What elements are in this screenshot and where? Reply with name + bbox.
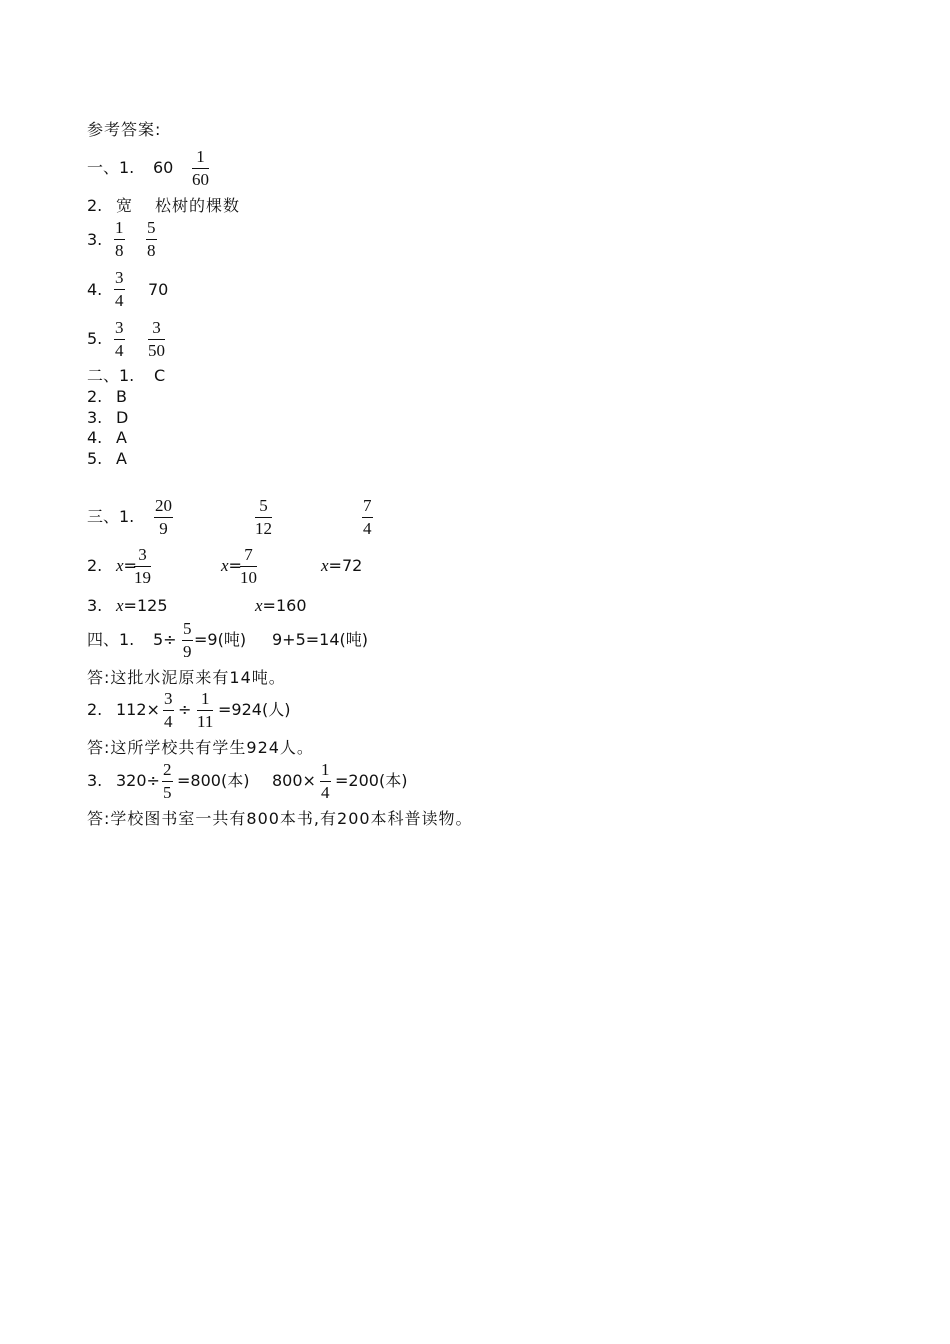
p4-q3-fraction-1: $\frac{2}{5}$ (163, 760, 172, 802)
p1-q1-value: 60 (153, 158, 174, 177)
p1-q3-fraction-1: $\frac{1}{8}$ (115, 218, 124, 260)
p3-q2-eq-3: x=72 (321, 556, 363, 575)
p4-q2-operator: ÷ (178, 700, 192, 719)
p1-q1-label: 一、1. (87, 158, 135, 177)
p2-q4-answer: A (116, 428, 127, 447)
p1-q3-fraction-2: $\frac{5}{8}$ (147, 218, 156, 260)
p4-q1-expr-b: =9(吨) (194, 630, 247, 649)
p4-q2-fraction-1: $\frac{3}{4}$ (164, 689, 173, 731)
p3-q2-fraction-1: $\frac{3}{19}$ (134, 545, 151, 587)
p1-q5-fraction-1: $\frac{3}{4}$ (115, 318, 124, 360)
p3-q2-eq-1: x= (116, 556, 137, 575)
p4-q2-expr-b: =924(人) (218, 700, 291, 719)
p4-q2-expr-a: 112× (116, 700, 160, 719)
p3-q2-fraction-2: $\frac{7}{10}$ (240, 545, 257, 587)
p4-q3-answer: 答:学校图书室一共有800本书,有200本科普读物。 (87, 809, 473, 828)
p4-q3-fraction-2: $\frac{1}{4}$ (321, 760, 330, 802)
p4-q2-fraction-2: $\frac{1}{11}$ (197, 689, 214, 731)
p4-q2-answer: 答:这所学校共有学生924人。 (87, 738, 314, 757)
p2-q3-answer: D (116, 408, 129, 427)
p1-q3-label: 3. (87, 230, 103, 249)
p3-q3-label: 3. (87, 596, 103, 615)
p4-q1-expr-c: 9+5=14(吨) (272, 630, 369, 649)
p4-q2-label: 2. (87, 700, 103, 719)
p2-q1-label: 二、1. (87, 366, 135, 385)
p3-q1-fraction-3: $\frac{7}{4}$ (363, 496, 372, 538)
page-title: 参考答案: (87, 120, 162, 139)
numerator: 1 (192, 147, 209, 169)
p2-q1-answer: C (154, 366, 166, 385)
p4-q3-expr-c: 800× (272, 771, 316, 790)
p4-q3-expr-b: =800(本) (177, 771, 250, 790)
p3-q3-eq-1: x=125 (116, 596, 168, 615)
p4-q1-answer: 答:这批水泥原来有14吨。 (87, 668, 286, 687)
p2-q2-answer: B (116, 387, 127, 406)
p2-q3-label: 3. (87, 408, 103, 427)
p2-q5-answer: A (116, 449, 127, 468)
p1-q1-fraction (192, 147, 209, 190)
p1-q2-answer-a: 宽 (116, 196, 133, 215)
p2-q5-label: 5. (87, 449, 103, 468)
p3-q1-fraction-2: $\frac{5}{12}$ (255, 496, 272, 538)
p2-q2-label: 2. (87, 387, 103, 406)
p3-q1-label: 三、1. (87, 507, 135, 526)
p1-q5-label: 5. (87, 329, 103, 348)
p3-q1-fraction-1: $\frac{20}{9}$ (155, 496, 172, 538)
p4-q3-label: 3. (87, 771, 103, 790)
p1-q2-answer-b: 松树的棵数 (155, 196, 241, 215)
p1-q4-label: 4. (87, 280, 103, 299)
p3-q3-eq-2: x=160 (255, 596, 307, 615)
p3-q2-label: 2. (87, 556, 103, 575)
p4-q1-label: 四、1. (87, 630, 135, 649)
p4-q3-expr-d: =200(本) (335, 771, 408, 790)
p1-q4-fraction: $\frac{3}{4}$ (115, 268, 124, 310)
p1-q4-value: 70 (148, 280, 169, 299)
p4-q3-expr-a: 320÷ (116, 771, 160, 790)
p3-q2-eq-2: x= (221, 556, 242, 575)
p4-q1-expr-a: 5÷ (153, 630, 177, 649)
p1-q5-fraction-2: $\frac{3}{50}$ (148, 318, 165, 360)
p2-q4-label: 4. (87, 428, 103, 447)
p4-q1-fraction: $\frac{5}{9}$ (183, 619, 192, 661)
p1-q2-label: 2. (87, 196, 103, 215)
denominator: 60 (192, 170, 209, 189)
